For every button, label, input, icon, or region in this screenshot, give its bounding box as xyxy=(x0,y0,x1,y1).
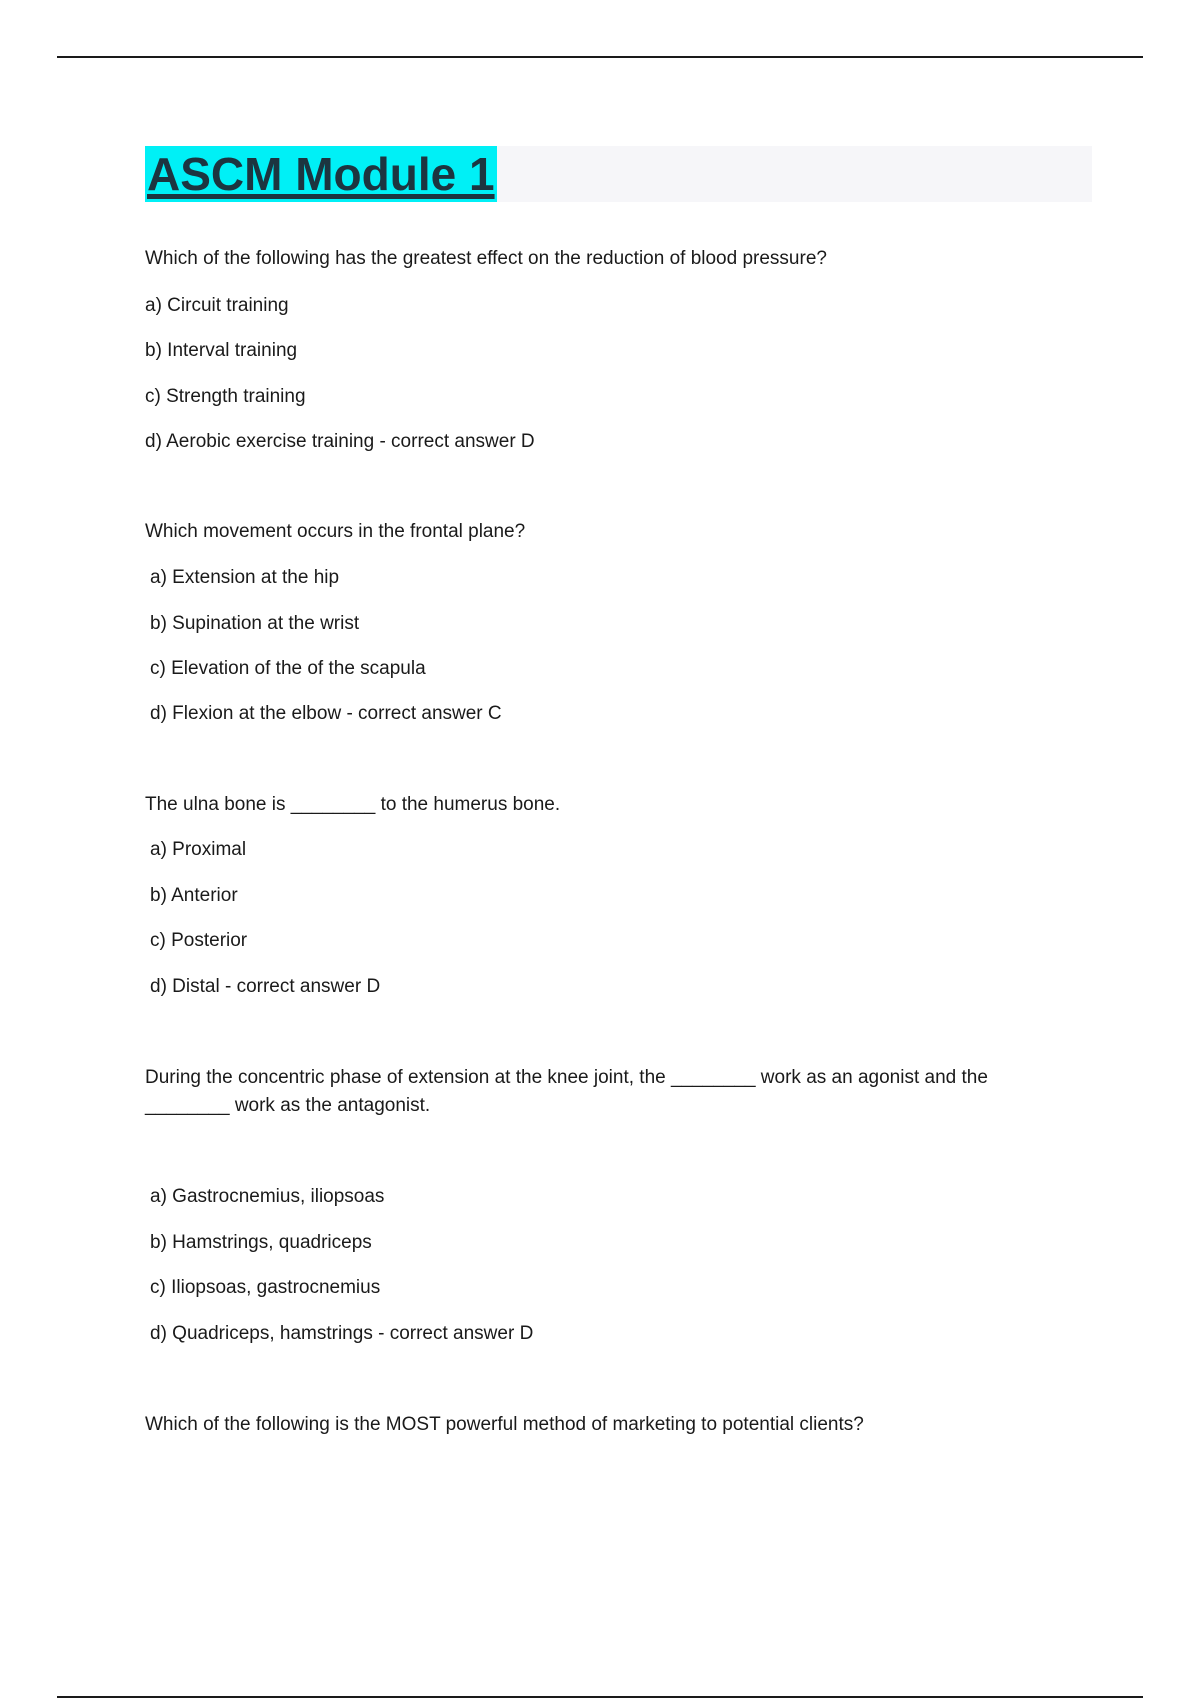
question-4-option-d: d) Quadriceps, hamstrings - correct answer D xyxy=(150,1323,534,1344)
question-2-option-c: c) Elevation of the of the scapula xyxy=(150,658,426,679)
question-4-option-a: a) Gastrocnemius, iliopsoas xyxy=(150,1186,385,1207)
question-5-prompt: Which of the following is the MOST powerful method of marketing to potential clients? xyxy=(145,1414,864,1435)
question-1-option-d: d) Aerobic exercise training - correct answer D xyxy=(145,431,535,452)
question-4-option-c: c) Iliopsoas, gastrocnemius xyxy=(150,1277,381,1298)
question-4-option-b: b) Hamstrings, quadriceps xyxy=(150,1232,372,1253)
page-title: ASCM Module 1 xyxy=(147,148,495,200)
question-1-prompt: Which of the following has the greatest effect on the reduction of blood pressure? xyxy=(145,248,827,269)
header-rule xyxy=(57,56,1143,58)
question-4-prompt: During the concentric phase of extension at the knee joint, the ________ work as an agonist and the ________ work as the antagonist. xyxy=(145,1067,988,1116)
question-1-option-a: a) Circuit training xyxy=(145,295,289,316)
question-2-option-b: b) Supination at the wrist xyxy=(150,613,360,634)
question-1-option-c: c) Strength training xyxy=(145,386,306,407)
question-3-prompt: The ulna bone is ________ to the humerus bone. xyxy=(145,794,561,815)
question-2-option-d: d) Flexion at the elbow - correct answer C xyxy=(150,703,502,724)
question-2-prompt: Which movement occurs in the frontal plane? xyxy=(145,521,526,542)
question-3-option-d: d) Distal - correct answer D xyxy=(150,976,381,997)
question-1-option-b: b) Interval training xyxy=(145,340,298,361)
question-3-option-b: b) Anterior xyxy=(150,885,238,906)
question-3-option-c: c) Posterior xyxy=(150,930,248,951)
footer-rule xyxy=(57,1696,1143,1698)
question-2-option-a: a) Extension at the hip xyxy=(150,567,340,588)
question-3-option-a: a) Proximal xyxy=(150,839,247,860)
